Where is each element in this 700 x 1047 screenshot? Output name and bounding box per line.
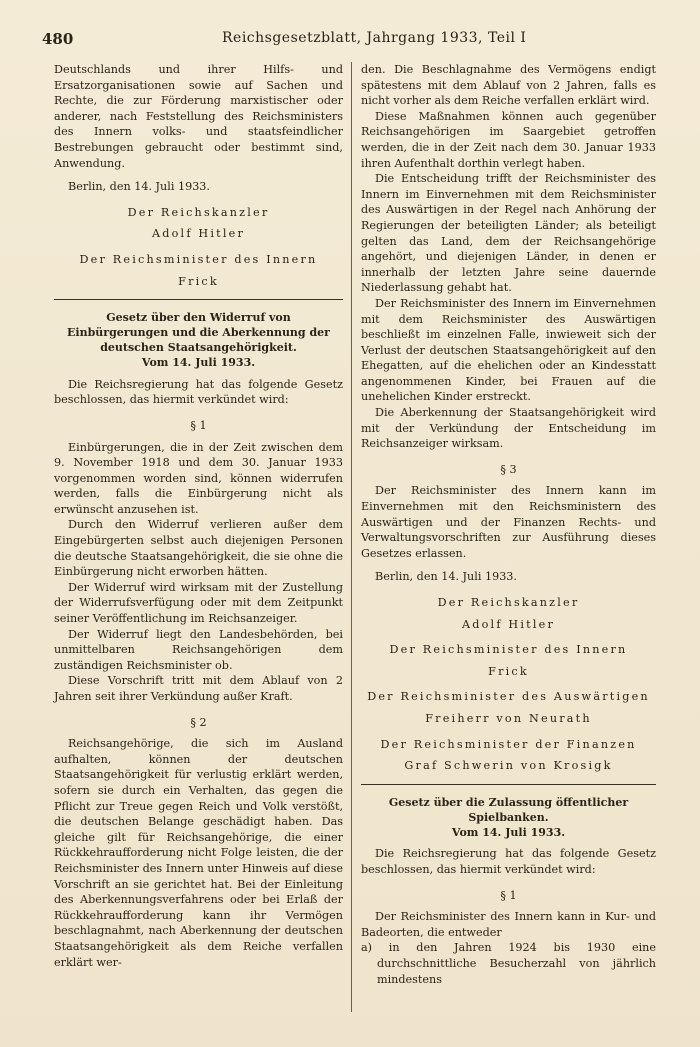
preamble: Die Reichsregierung hat das folgende Gesetz beschlossen, das hiermit verkündet wird: — [54, 377, 343, 407]
paragraph: Die Entscheidung trifft der Reichsminister des Innern im Einvernehmen mit dem Reichsminister des Auswärtigen in der Regel nach Anhörung der Regierungen der beteiligten Länder; als beteiligt gelten das Land, dem der Reichsangehörige angehört, und diejenigen Länder, in denen er innerhalb der letzten Jahre seine dauernde Niederlassung gehabt hat. — [361, 172, 656, 295]
section-heading: § 2 — [190, 715, 207, 729]
section-rule — [361, 784, 656, 785]
paragraph: Durch den Widerruf verlieren außer dem Eingebürgerten selbst auch diejenigen Personen die deutsche Staatsangehörigkeit, die sie ohne die Einbürgerung nicht erworben hätten. — [54, 518, 343, 579]
signature-name: Adolf Hitler — [461, 617, 556, 631]
paragraph: Deutschlands und ihrer Hilfs- und Ersatzorganisationen sowie auf Sachen und Rechte, die zur Förderung marxistischer oder anderer, nach Feststellung des Reichsministers des Innern volks- und staatsfeindlicher Bestrebungen gebraucht oder bestimmt sind, Anwendung. — [54, 63, 343, 170]
left-column — [54, 62, 343, 970]
paragraph: Der Widerruf liegt den Landesbehörden, bei unmittelbaren Reichsangehörigen dem zuständigen Reichsminister ob. — [54, 627, 343, 672]
law-date: Vom 14. Juli 1933. — [141, 356, 256, 370]
paragraph: Diese Vorschrift tritt mit dem Ablauf von 2 Jahren seit ihrer Verkündung außer Kraft. — [54, 674, 343, 703]
section-rule — [54, 299, 343, 300]
paragraph: Reichsangehörige, die sich im Ausland aufhalten, können der deutschen Staatsangehörigkeit für verlustig erklärt werden, sofern sie durch ein Verhalten, das gegen die Pflicht zur Treue gegen Reich und Volk verstößt, die deutschen Belange geschädigt haben. Das gleiche gilt für Reichsangehörige, die einer Rückkehraufforderung nicht Folge leisten, die der Reichsminister des Innern unter Hinweis auf diese Vorschrift an sie gerichtet hat. Bei der Einleitung des Aberkennungsverfahrens oder bei Erlaß der Rückkehraufforderung kann ihr Vermögen beschlagnahmt, nach Aberkennung der deutschen Staatsangehörigkeit als dem Reiche verfallen erklärt wer- — [54, 737, 343, 969]
paragraph: Der Reichsminister des Innern kann im Einvernehmen mit den Reichsministern des Auswärtigen und der Finanzen Rechts- und Verwaltungsvorschriften zur Ausführung dieses Gesetzes erlassen. — [361, 484, 656, 560]
section-heading: § 3 — [500, 462, 517, 476]
signature-role: Der Reichsminister des Innern — [389, 643, 628, 657]
right-column — [361, 62, 656, 987]
law-title: Gesetz über die Zulassung öffentlicher Spielbanken. — [388, 795, 629, 824]
section-heading: § 1 — [500, 888, 517, 902]
preamble: Die Reichsregierung hat das folgende Gesetz beschlossen, das hiermit verkündet wird: — [361, 847, 656, 876]
paragraph: Der Widerruf wird wirksam mit der Zustellung der Widerrufsverfügung oder mit dem Zeitpunkt seiner Veröffentlichung im Reichsanzeiger. — [54, 580, 343, 626]
paragraph: Diese Maßnahmen können auch gegenüber Reichsangehörigen im Saargebiet getroffen werden, die in der Zeit nach dem 30. Januar 1933 ihren Aufenthalt dorthin verlegt haben. — [361, 109, 656, 170]
place-date: Berlin, den 14. Juli 1933. — [68, 180, 210, 194]
signature-name: Adolf Hitler — [151, 227, 246, 241]
page-number: 480 — [42, 30, 74, 48]
signature-name: Freiherr von Neurath — [425, 711, 592, 725]
law-title: Gesetz über den Widerruf von Einbürgerungen und die Aberkennung der deutschen Staatsangehörigkeit. — [67, 311, 330, 355]
signature-role: Der Reichsminister des Auswärtigen — [367, 690, 650, 704]
running-title: Reichsgesetzblatt, Jahrgang 1933, Teil I — [222, 30, 527, 46]
signature-role: Der Reichsminister der Finanzen — [380, 737, 637, 751]
signature-role: Der Reichskanzler — [437, 596, 580, 609]
column-divider — [351, 62, 352, 1012]
paragraph: Der Reichsminister des Innern kann in Kur- und Badeorten, die entweder — [361, 910, 656, 939]
law-date: Vom 14. Juli 1933. — [451, 825, 566, 839]
page-header — [42, 30, 660, 52]
section-heading: § 1 — [190, 418, 207, 432]
paragraph: Der Reichsminister des Innern im Einvernehmen mit dem Reichsminister des Auswärtigen beschließt im einzelnen Falle, inwieweit sich der Verlust der deutschen Staatsangehörigkeit auf den Ehegatten, auf die ehelichen oder an Kindesstatt angenommenen Kinder, bei Frauen auf die unehelichen Kinder erstreckt. — [361, 296, 656, 404]
paragraph: Die Aberkennung der Staatsangehörigkeit wird mit der Verkündung der Entscheidung im Reichsanzeiger wirksam. — [361, 406, 656, 451]
signature-role: Der Reichskanzler — [127, 205, 270, 219]
signature-name: Frick — [488, 664, 529, 678]
list-item: a) in den Jahren 1924 bis 1930 eine durchschnittliche Besucherzahl von jährlich mindestens — [361, 941, 656, 986]
paragraph: den. Die Beschlagnahme des Vermögens endigt spätestens mit dem Ablauf von 2 Jahren, falls es nicht vorher als dem Reiche verfallen erklärt wird. — [361, 63, 656, 108]
signature-name: Frick — [178, 274, 219, 288]
signature-role: Der Reichsminister des Innern — [79, 252, 318, 266]
signature-name: Graf Schwerin von Krosigk — [404, 759, 613, 773]
place-date: Berlin, den 14. Juli 1933. — [375, 570, 517, 584]
paragraph: Einbürgerungen, die in der Zeit zwischen dem 9. November 1918 und dem 30. Januar 1933 vorgenommen worden sind, können widerrufen werden, falls die Einbürgerung nicht als erwünscht anzusehen ist. — [54, 440, 343, 516]
